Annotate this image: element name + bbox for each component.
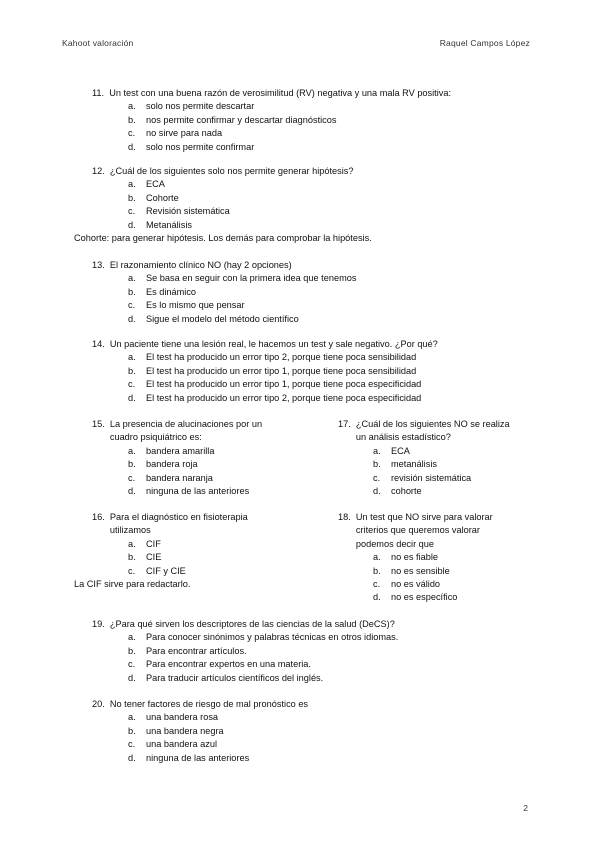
option-b: b. Es dinámico: [128, 286, 197, 297]
option-b: b. Cohorte: [128, 192, 179, 203]
option-c: c. bandera naranja: [128, 472, 213, 483]
question-stem: 15. La presencia de alucinaciones por un cuadro psiquiátrico es:: [92, 419, 263, 443]
option-c: c. no es válido: [373, 579, 441, 590]
question-stem: 18. Un test que NO sirve para valorar criterios que queremos valorar podemos decir que: [338, 512, 493, 549]
option-b: b. Para encontrar artículos.: [128, 645, 247, 656]
question-12: [92, 165, 353, 232]
question-15: [92, 418, 262, 498]
option-a: a. solo nos permite descartar: [128, 101, 255, 112]
option-b: b. bandera roja: [128, 459, 198, 470]
option-a: a. CIF: [128, 538, 161, 549]
option-c: c. una bandera azul: [128, 739, 218, 750]
option-d: d. Sigue el modelo del método científico: [128, 313, 299, 324]
option-d: d. solo nos permite confirmar: [128, 141, 255, 152]
question-stem: 11. Un test con una buena razón de verosimilitud (RV) negativa y una mala RV positiva:: [92, 88, 452, 98]
question-11: [92, 87, 451, 154]
option-c: c. Es lo mismo que pensar: [128, 300, 245, 311]
option-a: a. bandera amarilla: [128, 445, 215, 456]
option-d: d. ninguna de las anteriores: [128, 752, 250, 763]
answer-note-16: La CIF sirve para redactarlo.: [74, 579, 191, 589]
option-c: c. revisión sistemática: [373, 472, 472, 483]
page-number: 2: [523, 803, 528, 813]
question-18: [338, 511, 493, 605]
question-16: [92, 511, 248, 578]
question-19: [92, 618, 398, 685]
header-right: Raquel Campos López: [439, 38, 530, 48]
question-stem: 16. Para el diagnóstico en fisioterapia utilizamos: [92, 512, 248, 536]
question-stem: 13. El razonamiento clínico NO (hay 2 opciones): [92, 260, 292, 270]
option-b: b. El test ha producido un error tipo 1, porque tiene poca sensibilidad: [128, 365, 417, 376]
option-d: d. ninguna de las anteriores: [128, 486, 250, 497]
option-c: c. Revisión sistemática: [128, 206, 230, 217]
question-stem: 12. ¿Cuál de los siguientes solo nos permite generar hipótesis?: [92, 166, 354, 176]
option-a: a. ECA: [128, 179, 165, 190]
option-c: c. no sirve para nada: [128, 128, 223, 139]
question-14: [92, 338, 438, 405]
option-a: a. Se basa en seguir con la primera idea que tenemos: [128, 273, 357, 284]
option-c: c. Para encontrar expertos en una materia.: [128, 659, 311, 670]
option-a: a. Para conocer sinónimos y palabras técnicas en otros idiomas.: [128, 632, 399, 643]
option-a: a. ECA: [373, 445, 410, 456]
option-b: b. metanálisis: [373, 459, 437, 470]
question-stem: 14. Un paciente tiene una lesión real, le hacemos un test y sale negativo. ¿Por qué?: [92, 339, 438, 349]
option-a: a. no es fiable: [373, 552, 438, 563]
option-b: b. CIE: [128, 552, 162, 563]
option-b: b. no es sensible: [373, 565, 450, 576]
option-d: d. cohorte: [373, 486, 422, 497]
answer-note-12: Cohorte: para generar hipótesis. Los demás para comprobar la hipótesis.: [74, 233, 372, 243]
option-a: a. El test ha producido un error tipo 2, porque tiene poca sensibilidad: [128, 352, 417, 363]
question-stem: 20. No tener factores de riesgo de mal pronóstico es: [92, 699, 309, 709]
option-c: c. El test ha producido un error tipo 1, porque tiene poca especificidad: [128, 379, 422, 390]
option-d: d. Metanálisis: [128, 219, 192, 230]
option-b: b. nos permite confirmar y descartar diagnósticos: [128, 114, 337, 125]
option-d: d. El test ha producido un error tipo 2, porque tiene poca especificidad: [128, 392, 422, 403]
question-17: [338, 418, 510, 498]
header-left: Kahoot valoración: [62, 38, 134, 48]
question-stem: 19. ¿Para qué sirven los descriptores de las ciencias de la salud (DeCS)?: [92, 619, 395, 629]
option-a: a. una bandera rosa: [128, 712, 219, 723]
question-13: [92, 259, 356, 326]
option-c: c. CIF y CIE: [128, 565, 186, 576]
question-20: [92, 698, 308, 765]
option-b: b. una bandera negra: [128, 725, 224, 736]
question-stem: 17. ¿Cuál de los siguientes NO se realiza un análisis estadístico?: [338, 419, 510, 443]
option-d: d. Para traducir artículos científicos del inglés.: [128, 672, 324, 683]
option-d: d. no es específico: [373, 592, 458, 603]
